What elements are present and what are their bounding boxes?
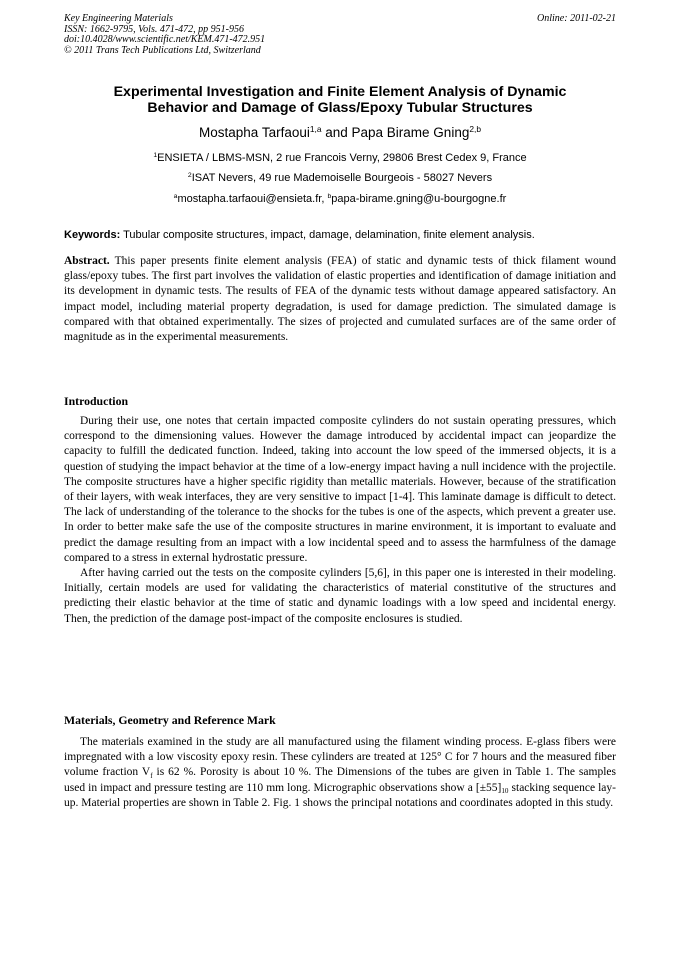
paper-title xyxy=(64,84,616,116)
copyright-line: © 2011 Trans Tech Publications Ltd, Switzerland xyxy=(64,44,261,56)
materials-text-a: The materials examined in the study are all manufactured using the filament winding process. E-glass fibers were impregnated with a low viscosity epoxy resin. These cylinders are treated at 125° C for 7 hours and the measured fiber volume fraction V xyxy=(64,736,616,779)
affiliation-2-text: ISAT Nevers, 49 rue Mademoiselle Bourgeois - 58027 Nevers xyxy=(191,172,493,184)
keywords-label: Keywords: xyxy=(64,229,121,241)
materials-text-b: is 62 %. Porosity is about 10 %. The Dimensions of the tubes are given in Table 1. The samples used in impact and pressure testing are 110 mm long. Micrographic observations show a [±55] xyxy=(64,766,616,794)
fiber-fraction-subscript: f xyxy=(150,771,153,780)
layup-subscript: 10 xyxy=(501,786,509,795)
author-2: Papa Birame Gning xyxy=(351,125,470,140)
keywords xyxy=(64,228,616,242)
abstract xyxy=(64,254,616,345)
online-date: Online: 2011-02-21 xyxy=(537,13,616,24)
title-line-2: Behavior and Damage of Glass/Epoxy Tubular Structures xyxy=(147,100,533,116)
affiliation-1 xyxy=(64,151,616,165)
email-b-marker: b xyxy=(327,193,332,201)
title-line-1: Experimental Investigation and Finite Element Analysis of Dynamic xyxy=(113,84,567,100)
materials-paragraph xyxy=(64,735,616,811)
introduction-paragraph-1: During their use, one notes that certain impacted composite cylinders do not sustain operating pressures, which correspond to the dimensioning values. However the damage introduced by accidental impact can jeopardize the capacity to fulfill the dedicated function. Indeed, taking into account the low speed of the immersed objects, it is a question of studying the impact behavior at the time of a low-energy impact having a null incidence with the projectile. The composite structures have a higher specific rigidity than metallic materials. However, because of the stratification of their layers, with weak interfaces, they are very sensitive to impact [1-4]. This laminate damage is difficult to detect. The lack of understanding of the tolerance to the shocks for the tubes is one of the aspects, which prevent a greater use. In order to better make safe the use of the composite structures in marine environment, it is important to evaluate and predict the damage resulting from an impact with a low incidental speed and to assess the harmfulness of the damage compared to a stress in external hydrostatic pressure. xyxy=(64,415,616,564)
materials-text-c: stacking sequence lay-up. Material properties are shown in Table 2. Fig. 1 shows the principal notations and coordinates adopted in this study. xyxy=(64,781,616,809)
journal-header xyxy=(64,14,616,56)
affiliation-2 xyxy=(64,171,616,185)
author-list xyxy=(64,124,616,142)
introduction-body xyxy=(64,414,616,627)
author-separator: and xyxy=(321,125,352,140)
affiliation-2-number: 2 xyxy=(187,172,192,180)
affiliation-1-number: 1 xyxy=(153,152,158,160)
keywords-text: Tubular composite structures, impact, damage, delamination, finite element analysis. xyxy=(120,229,535,241)
abstract-label: Abstract. xyxy=(64,255,110,267)
materials-heading: Materials, Geometry and Reference Mark xyxy=(64,713,276,727)
author-2-affiliation: 2,b xyxy=(469,124,481,135)
affiliation-1-text: ENSIETA / LBMS-MSN, 2 rue Francois Verny, 29806 Brest Cedex 9, France xyxy=(157,152,527,164)
journal-name: Key Engineering Materials xyxy=(64,13,173,24)
introduction-paragraph-2: After having carried out the tests on the composite cylinders [5,6], in this paper one is interested in their modeling. Initially, certain models are used for validating the characteristics of material constitutive of the structures and predicting their elastic behavior at the time of static and dynamic loadings with a low speed and incidental energy. Then, the prediction of the damage post-impact of the composite enclosures is studied. xyxy=(64,567,616,625)
materials-body xyxy=(64,735,616,811)
email-b: papa-birame.gning@u-bourgogne.fr xyxy=(331,193,507,205)
author-emails xyxy=(64,192,616,206)
issn-line: ISSN: 1662-9795, Vols. 471-472, pp 951-956 xyxy=(64,23,244,35)
introduction-heading: Introduction xyxy=(64,394,129,408)
author-1: Mostapha Tarfaoui xyxy=(199,125,310,140)
abstract-text: This paper presents finite element analysis (FEA) of static and dynamic tests of thick filament wound glass/epoxy tubes. The first part involves the validation of elastic properties and identification of damage initiation and its development in dynamic tests. The results of FEA of the dynamic tests without damage appeared satisfactory. An impact model, including material property degradation, is used for damage prediction. The simulated damage is compared with that obtained experimentally. The sizes of projected and cumulated surfaces are of the same order of magnitude as in the experimental measurements. xyxy=(64,255,616,344)
email-a-marker: a xyxy=(173,193,178,201)
doi-line: doi:10.4028/www.scientific.net/KEM.471-472.951 xyxy=(64,34,266,46)
author-1-affiliation: 1,a xyxy=(309,124,322,135)
email-a: mostapha.tarfaoui@ensieta.fr, xyxy=(177,193,328,205)
